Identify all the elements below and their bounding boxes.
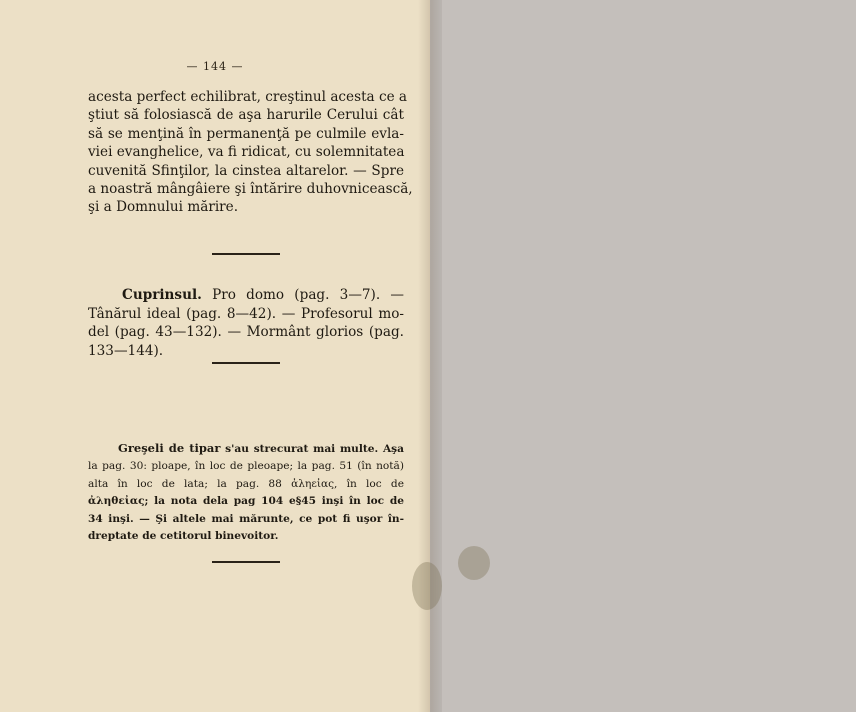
errata-line: 34 inşi. — Şi altele mai mărunte, ce pot fi uşor în- [88,512,404,525]
errata-line [88,440,404,458]
right-page-blank [430,0,856,712]
errata-line: alta în loc de lata; la pag. 88 ἀληεἰας, în loc de [88,477,404,490]
body-paragraph [88,88,413,217]
section-divider [212,253,280,255]
page-number: — 144 — [186,60,244,73]
paragraph-line: cuvenită Sfinţilor, la cinstea altarelor. — Spre [88,162,404,179]
page-stain [458,546,490,580]
paragraph-line: a noastră mângâiere şi întărire duhovnicească, [88,181,413,198]
paragraph-line: şi a Domnului mărire. [88,199,239,216]
errata-text: s'au strecurat mai multe. Aşa [220,443,404,455]
paragraph-line: să se menţină în permanenţă pe culmile evla- [88,125,404,142]
contents-line: del (pag. 43—132). — Mormânt glorios (pag. [88,324,404,341]
contents-heading: Cuprinsul. [122,287,202,303]
paragraph-line: viei evanghelice, va fi ridicat, cu solemnitatea [88,144,405,161]
contents-line [122,286,404,305]
paragraph-line: ştiut să folosiască de aşa harurile Cerului cât [88,107,404,124]
errata-line: dreptate de cetitorul binevoitor. [88,530,279,543]
contents-line: 133—144). [88,342,164,359]
errata-line: la pag. 30: ploape, în loc de pleoape; la pag. 51 (în notă) [88,460,404,473]
errata-line: ἀληθεἰας; la nota dela pag 104 e§45 inşi în loc de [88,495,404,508]
section-divider [212,561,280,563]
errata-note [88,440,404,545]
section-divider [212,362,280,364]
errata-heading: Greşeli de tipar [118,441,221,455]
contents-text: Pro domo (pag. 3—7). — [201,287,404,303]
table-of-contents [88,286,404,360]
contents-line: Tânărul ideal (pag. 8—42). — Profesorul mo- [88,305,404,322]
paragraph-line: acesta perfect echilibrat, creştinul acesta ce a [88,89,408,105]
page-stain [412,562,442,610]
